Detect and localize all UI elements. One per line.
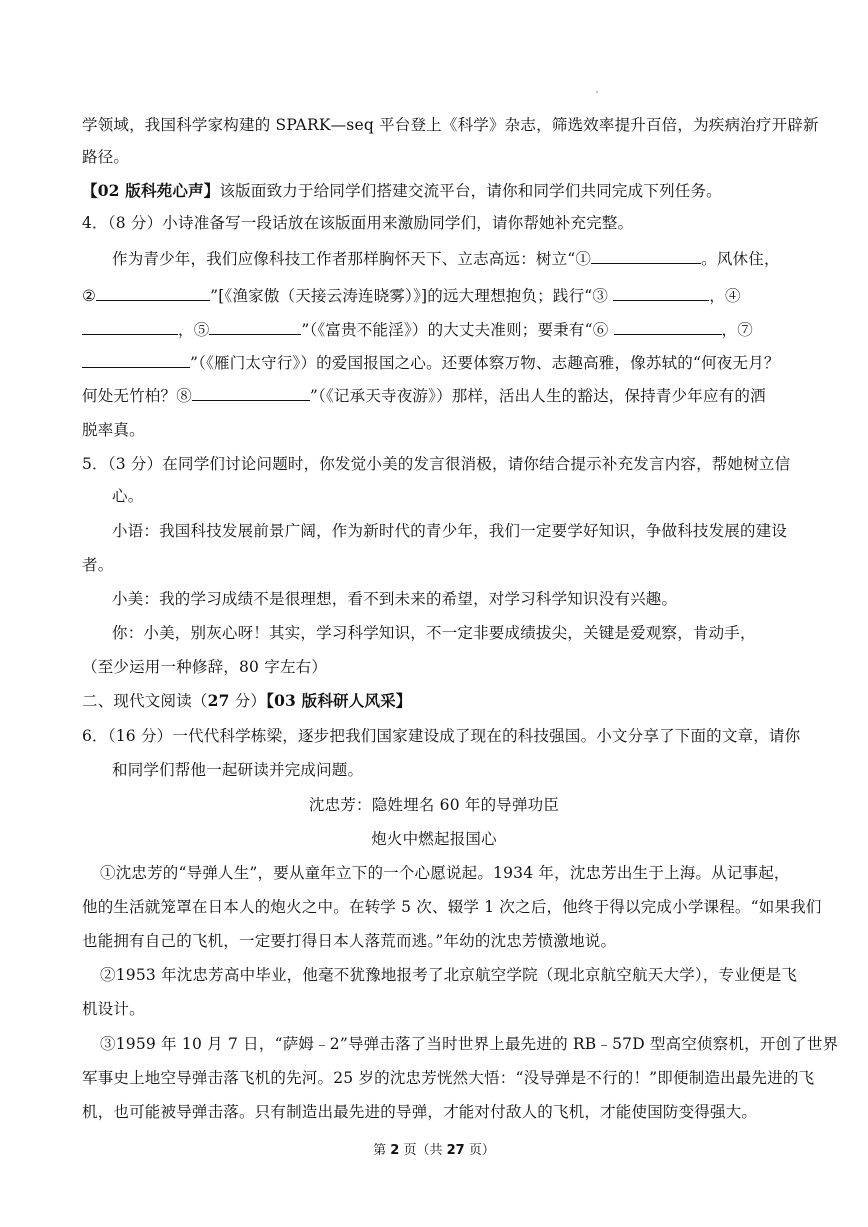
answer-blank-1[interactable] — [591, 249, 701, 264]
text-line: 脱率真。 — [82, 421, 145, 439]
text-span: 二、现代文阅读（ — [82, 692, 208, 710]
text-span: ，⑤ — [178, 321, 210, 339]
text-span: ，⑦ — [721, 321, 753, 339]
question-4 — [82, 212, 788, 234]
text-line: 军事史上地空导弹击落飞机的先河。25 岁的沈忠芳恍然大悟：“没导弹是不行的！”即便制造出最先进的飞 — [82, 1069, 815, 1087]
section-02-heading — [82, 180, 788, 202]
text-line — [82, 285, 788, 307]
question-number: 4． — [82, 214, 108, 232]
text-line — [112, 248, 818, 270]
text-line — [82, 385, 788, 407]
section-2-heading — [82, 690, 788, 712]
question-6 — [82, 725, 801, 747]
page-footer — [0, 1139, 868, 1158]
answer-blank-2[interactable] — [96, 286, 210, 301]
text-line: 路径。 — [82, 148, 130, 166]
answer-blank-7[interactable] — [82, 353, 190, 368]
text-line: 和同学们帮他一起研读并完成问题。 — [112, 761, 364, 779]
text-line — [82, 352, 788, 374]
footer-text: 页） — [464, 1143, 495, 1158]
footer-text: 页（共 — [399, 1143, 447, 1158]
text-span: 何处无竹柏？⑧ — [82, 387, 192, 405]
text-span: 分） — [229, 692, 267, 710]
section-text: 该版面致力于给同学们搭建交流平台，请你和同学们共同完成下列任务。 — [219, 182, 722, 200]
question-text: （16 分）一代代科学栋梁，逐步把我们国家建设成了现在的科技强国。小文分享了下面的文章，请你 — [107, 727, 801, 745]
text-line: 机，也可能被导弹击落。只有制造出最先进的导弹，才能对付敌人的飞机，才能使国防变得强大。 — [82, 1103, 758, 1121]
question-number: 5． — [82, 455, 108, 473]
section-label: 【03 版科研人风采】 — [266, 691, 412, 710]
paragraph-3: ③1959 年 10 月 7 日，“萨姆﹣2”导弹击落了当时世界上最先进的 RB﹣57D 型高空侦察机，开创了世界 — [100, 1035, 839, 1053]
text-span: ”[《渔家傲（天接云涛连晓雾）》]的远大理想抱负；践行“③ — [210, 287, 609, 305]
text-line: 学领域，我国科学家构建的 SPARK—seq 平台登上《科学》杂志，筛选效率提升百倍，为疾病治疗开辟新 — [82, 116, 819, 134]
question-text: （8 分）小诗准备写一段话放在该版面用来激励同学们，请你帮她补充完整。 — [107, 214, 634, 232]
article-subtitle: 炮火中燃起报国心 — [371, 830, 497, 848]
answer-blank-5[interactable] — [209, 320, 301, 335]
question-5 — [82, 453, 791, 475]
answer-blank-8[interactable] — [192, 386, 310, 401]
paragraph-2: ②1953 年沈忠芳高中毕业，他毫不犹豫地报考了北京航空学院（现北京航空航天大学），专业便是飞 — [100, 966, 798, 984]
text-span: ”（《记承天寺夜游》）那样，活出人生的豁达，保持青少年应有的洒 — [309, 387, 766, 405]
dialogue-xiaoyu: 小语：我国科技发展前景广阔，作为新时代的青少年，我们一定要学好知识，争做科技发展的建设 — [112, 522, 788, 540]
score: 27 — [207, 691, 230, 710]
article-title: 沈忠芳：隐姓埋名 60 年的导弹功臣 — [308, 796, 560, 814]
text-line — [82, 319, 788, 341]
answer-blank-6[interactable] — [614, 320, 722, 335]
text-line: 也能拥有自己的飞机，一定要打得日本人落荒而逃。”年幼的沈忠芳愤激地说。 — [82, 932, 617, 950]
text-span: ”（《雁门太守行》）的爱国报国之心。还要体察万物、志趣高雅，像苏轼的“何夜无月？ — [190, 354, 780, 372]
page-number: 2 — [390, 1143, 400, 1158]
text-line: 者。 — [82, 556, 114, 574]
paragraph-1: ①沈忠芳的“导弹人生”，要从童年立下的一个心愿说起。1934 年，沈忠芳出生于上海。从记事起， — [100, 864, 790, 882]
dialogue-xiaomei: 小美：我的学习成绩不是很理想，看不到未来的希望，对学习科学知识没有兴趣。 — [112, 590, 678, 608]
question-text: （3 分）在同学们讨论问题时，你发觉小美的发言很消极，请你结合提示补充发言内容，帮她树立信 — [107, 455, 791, 473]
text-line: 机设计。 — [82, 1000, 145, 1018]
text-span: ”（《富贵不能淫》）的大丈夫准则；要秉有“⑥ — [301, 321, 609, 339]
text-span: 。风休住， — [701, 250, 780, 268]
page-total: 27 — [446, 1143, 465, 1158]
text-span: 作为青少年，我们应像科技工作者那样胸怀天下、立志高远：树立“① — [112, 250, 592, 268]
text-line: 他的生活就笼罩在日本人的炮火之中。在转学 5 次、辍学 1 次之后，他终于得以完成小学课程。“如果我们 — [82, 898, 822, 916]
text-span: ② — [82, 287, 97, 305]
text-line: 心。 — [112, 487, 144, 505]
answer-note: （至少运用一种修辞，80 字左右） — [82, 658, 328, 676]
dialogue-you: 你：小美，别灰心呀！其实，学习科学知识，不一定非要成绩拔尖，关键是爱观察，肯动手， — [112, 624, 756, 642]
section-label: 【02 版科苑心声】 — [82, 181, 220, 200]
answer-blank-4[interactable] — [82, 320, 178, 335]
question-number: 6． — [82, 727, 108, 745]
answer-blank-3[interactable] — [613, 286, 709, 301]
footer-text: 第 — [373, 1143, 391, 1158]
text-span: ，④ — [709, 287, 741, 305]
scan-speck — [596, 91, 598, 93]
